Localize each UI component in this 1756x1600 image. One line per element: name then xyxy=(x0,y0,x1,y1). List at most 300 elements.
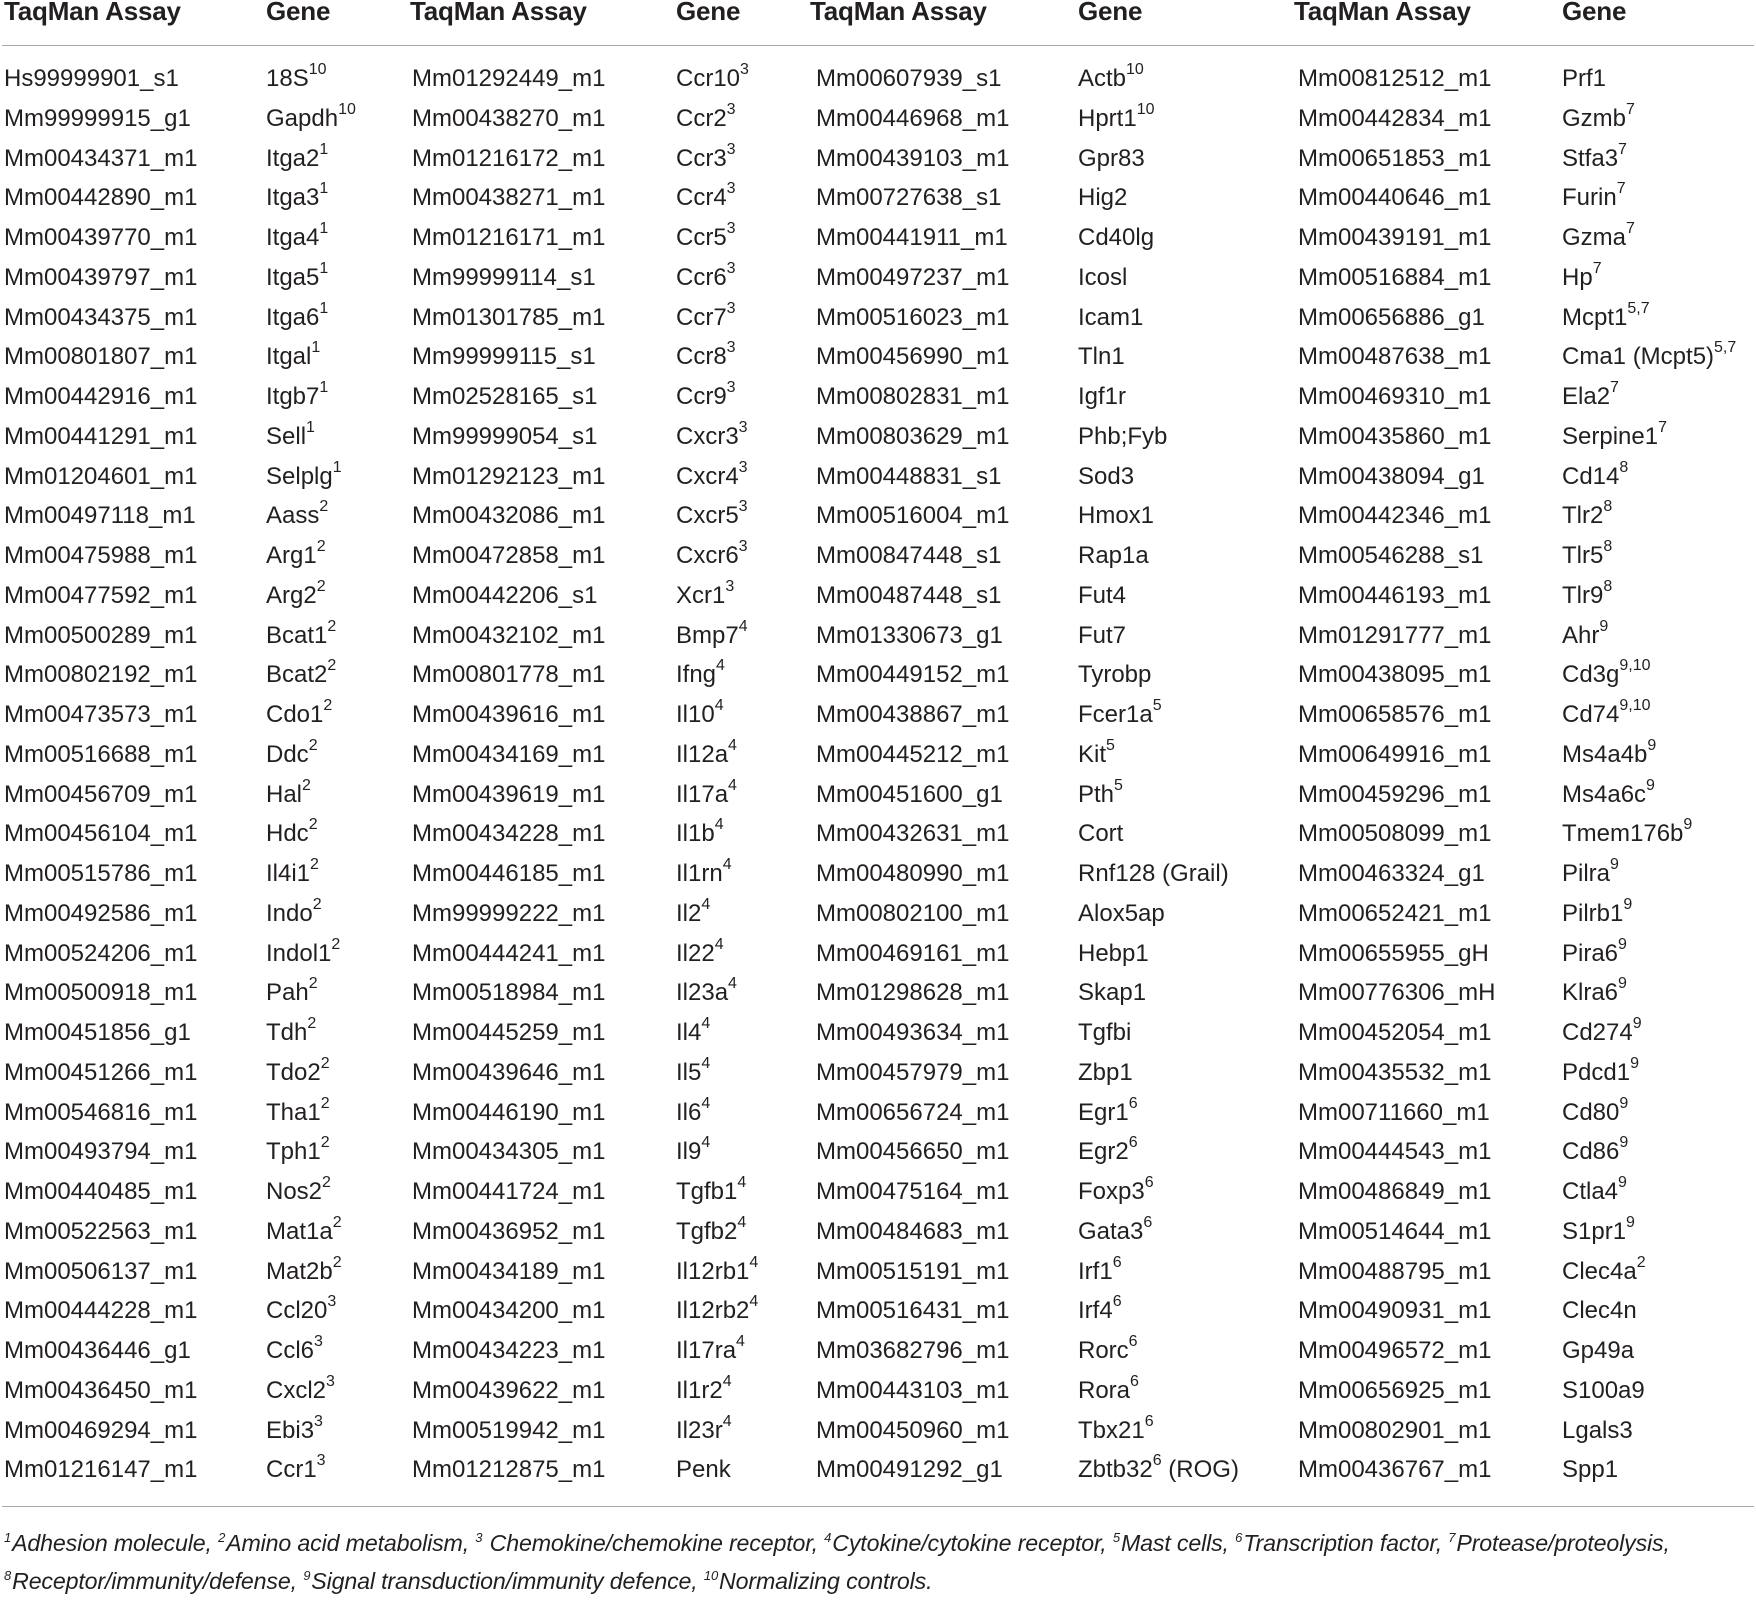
gene-name: Actb xyxy=(1078,65,1127,92)
gene-name: Ccl20 xyxy=(266,1297,328,1325)
assay-id-cell: Mm00480990_m1 xyxy=(816,860,1010,887)
gene-name: Ccr1 xyxy=(266,1456,317,1484)
gene-category-superscript: 4 xyxy=(749,1293,759,1311)
gene-name: Tbx21 xyxy=(1078,1416,1145,1444)
assay-id-cell: Mm00802901_m1 xyxy=(1298,1416,1492,1444)
gene-cell xyxy=(676,854,732,894)
gene-cell xyxy=(1562,973,1627,1013)
table-row xyxy=(0,1411,1756,1451)
gene-category-superscript: 2 xyxy=(320,1134,330,1152)
footnote-marker: 9 xyxy=(303,1568,311,1584)
gene-category-superscript: 7 xyxy=(1626,220,1635,237)
gene-category-superscript: 5,7 xyxy=(1714,339,1737,357)
gene-category-superscript: 8 xyxy=(1619,458,1629,476)
gene-cell xyxy=(266,894,322,934)
gene-category-superscript: 6 xyxy=(1112,1253,1122,1271)
assay-id-cell: Mm99999054_s1 xyxy=(412,422,598,450)
assay-id-cell: Mm00475988_m1 xyxy=(4,542,198,569)
gene-category-superscript: 3 xyxy=(726,100,736,118)
gene-alias: (ROG) xyxy=(1161,1456,1239,1484)
gene-category-superscript: 4 xyxy=(701,1015,711,1032)
gene-name: Indo xyxy=(266,899,313,927)
gene-category-superscript: 9 xyxy=(1599,617,1609,635)
gene-category-superscript: 8 xyxy=(1603,538,1613,555)
assay-id-cell: Mm00444241_m1 xyxy=(412,939,606,967)
gene-category-superscript: 4 xyxy=(714,816,724,834)
gene-name: Cdo1 xyxy=(266,701,324,728)
gene-cell xyxy=(266,1411,323,1451)
gene-name: Il1rn xyxy=(676,860,723,887)
assay-id-cell: Mm00519942_m1 xyxy=(412,1416,606,1444)
gene-name: Hdc xyxy=(266,820,309,848)
gene-name: Tlr5 xyxy=(1562,542,1604,569)
table-row xyxy=(0,1053,1756,1093)
assay-id-cell: Mm00801778_m1 xyxy=(412,661,606,689)
gene-category-superscript: 3 xyxy=(316,1452,326,1470)
gene-category-superscript: 9 xyxy=(1632,1015,1642,1032)
header-gene-2: Gene xyxy=(676,0,741,26)
assay-id-cell: Mm00441724_m1 xyxy=(412,1178,606,1205)
gene-name: Ccr4 xyxy=(676,184,727,212)
gene-cell xyxy=(676,139,736,179)
footnote-marker: 10 xyxy=(703,1568,719,1584)
assay-id-cell: Mm00487448_s1 xyxy=(816,581,1002,609)
gene-name: Tlr2 xyxy=(1562,502,1604,530)
gene-cell xyxy=(1562,1291,1637,1331)
gene-category-superscript: 4 xyxy=(701,1094,711,1112)
assay-id-cell: Mm00496572_m1 xyxy=(1298,1337,1492,1364)
gene-name: Zbtb32 xyxy=(1078,1456,1153,1484)
assay-id-cell: Mm00651853_m1 xyxy=(1298,144,1492,172)
gene-name: Ebi3 xyxy=(266,1416,315,1444)
assay-id-cell: Mm00516431_m1 xyxy=(816,1297,1010,1325)
footnote-text: Cytokine/cytokine receptor, xyxy=(832,1530,1113,1556)
gene-cell xyxy=(1562,99,1635,139)
assay-id-cell: Mm01292123_m1 xyxy=(412,462,606,490)
gene-category-superscript: 3 xyxy=(726,140,736,158)
gene-cell xyxy=(1078,258,1127,298)
gene-category-superscript: 9 xyxy=(1626,1213,1635,1231)
gene-name: S100a9 xyxy=(1562,1376,1645,1404)
gene-name: Il9 xyxy=(676,1138,702,1166)
assay-id-cell: Mm00656886_g1 xyxy=(1298,303,1485,331)
assay-id-cell: Mm00469310_m1 xyxy=(1298,383,1492,410)
assay-id-cell: Mm00516688_m1 xyxy=(4,740,198,768)
assay-id-cell: Mm01216147_m1 xyxy=(4,1456,198,1484)
table-row xyxy=(0,576,1756,616)
gene-cell xyxy=(676,1252,758,1292)
gene-cell xyxy=(266,1132,330,1172)
footnote-line-1 xyxy=(4,1524,1756,1562)
assay-id-cell: Mm00487638_m1 xyxy=(1298,343,1492,371)
assay-id-cell: Mm00439103_m1 xyxy=(816,144,1010,172)
assay-id-cell: Mm00506137_m1 xyxy=(4,1257,198,1285)
gene-cell xyxy=(266,377,328,417)
gene-name: Ctla4 xyxy=(1562,1178,1619,1205)
gene-category-superscript: 1 xyxy=(319,299,329,317)
gene-cell xyxy=(1078,655,1151,695)
gene-cell xyxy=(1562,1450,1618,1490)
gene-cell xyxy=(1078,1132,1138,1172)
assay-id-cell: Mm00438094_g1 xyxy=(1298,462,1485,490)
assay-id-cell: Mm00444228_m1 xyxy=(4,1297,198,1325)
gene-cell xyxy=(676,655,725,695)
assay-id-cell: Mm00446185_m1 xyxy=(412,860,606,887)
gene-name: Gzmb xyxy=(1562,104,1627,132)
gene-name: Rora xyxy=(1078,1376,1131,1404)
assay-id-cell: Mm00451600_g1 xyxy=(816,780,1003,808)
gene-category-superscript: 7 xyxy=(1658,418,1667,436)
table-row xyxy=(0,695,1756,735)
footer-divider xyxy=(2,1506,1754,1507)
gene-name: Tln1 xyxy=(1078,343,1125,371)
footnote-marker: 4 xyxy=(824,1530,832,1546)
assay-id-cell: Mm00449152_m1 xyxy=(816,661,1010,689)
assay-id-cell: Mm00439191_m1 xyxy=(1298,224,1492,251)
gene-cell xyxy=(1562,457,1628,497)
gene-name: Il5 xyxy=(676,1058,702,1086)
gene-cell xyxy=(1078,894,1165,934)
gene-name: Hmox1 xyxy=(1078,502,1155,530)
gene-name: Gp49a xyxy=(1562,1337,1635,1364)
table-row xyxy=(0,139,1756,179)
gene-name: Penk xyxy=(676,1456,731,1484)
footnote-text: Receptor/immunity/defense, xyxy=(12,1568,304,1594)
gene-category-superscript: 2 xyxy=(320,1094,330,1112)
gene-name: Il4i1 xyxy=(266,860,311,887)
assay-id-cell: Mm00438867_m1 xyxy=(816,701,1010,728)
gene-name: Itga6 xyxy=(266,303,320,331)
assay-id-cell: Mm00443103_m1 xyxy=(816,1376,1010,1404)
gene-cell xyxy=(1078,1252,1122,1292)
gene-cell xyxy=(266,457,342,497)
gene-name: Pilra xyxy=(1562,860,1611,887)
table-row xyxy=(0,1132,1756,1172)
assay-id-cell: Mm00516023_m1 xyxy=(816,303,1010,331)
gene-name: Kit xyxy=(1078,740,1107,768)
gene-name: Tyrobp xyxy=(1078,661,1152,689)
gene-category-superscript: 3 xyxy=(726,180,736,198)
gene-name: Ccl6 xyxy=(266,1337,315,1364)
gene-name: Cd3g xyxy=(1562,661,1620,689)
gene-category-superscript: 2 xyxy=(308,975,318,993)
gene-category-superscript: 6 xyxy=(1128,1333,1138,1350)
gene-cell xyxy=(266,496,328,536)
gene-name: S1pr1 xyxy=(1562,1217,1627,1245)
gene-cell xyxy=(1078,99,1154,139)
gene-cell xyxy=(1078,1371,1139,1411)
gene-name: Tph1 xyxy=(266,1138,321,1166)
gene-cell xyxy=(676,1053,710,1093)
gene-cell xyxy=(1562,616,1608,656)
gene-name: Tlr9 xyxy=(1562,581,1604,609)
assay-id-cell: Mm00802831_m1 xyxy=(816,383,1010,410)
gene-name: Prf1 xyxy=(1562,65,1607,92)
gene-cell xyxy=(266,934,340,974)
gene-name: Aass xyxy=(266,502,320,530)
gene-name: Ccr8 xyxy=(676,343,727,371)
gene-name: Ifng xyxy=(676,661,717,689)
gene-cell xyxy=(676,814,724,854)
gene-category-superscript: 8 xyxy=(1603,577,1613,595)
assay-id-cell: Mm00445259_m1 xyxy=(412,1019,606,1046)
assay-id-cell: Mm00446190_m1 xyxy=(412,1098,606,1126)
gene-cell xyxy=(1078,457,1134,497)
gene-cell xyxy=(1562,775,1655,815)
assay-id-cell: Mm00655955_gH xyxy=(1298,939,1489,967)
gene-name: Itga4 xyxy=(266,224,320,251)
gene-name: Itga5 xyxy=(266,263,320,291)
gene-name: Ahr xyxy=(1562,621,1600,649)
assay-id-cell: Mm00515191_m1 xyxy=(816,1257,1010,1285)
assay-id-cell: Mm00497118_m1 xyxy=(4,502,196,530)
gene-name: Ccr5 xyxy=(676,224,727,251)
gene-name: Fut7 xyxy=(1078,621,1127,649)
gene-name: Rap1a xyxy=(1078,542,1149,569)
gene-category-superscript: 1 xyxy=(319,180,329,198)
gene-category-superscript: 7 xyxy=(1616,180,1626,198)
table-row xyxy=(0,1371,1756,1411)
gene-category-superscript: 9 xyxy=(1618,935,1627,953)
assay-id-cell: Mm00435532_m1 xyxy=(1298,1058,1492,1086)
assay-id-cell: Mm00434169_m1 xyxy=(412,740,606,768)
gene-name: Bcat2 xyxy=(266,661,328,689)
gene-category-superscript: 4 xyxy=(749,1253,759,1271)
gene-category-superscript: 4 xyxy=(728,975,737,993)
gene-cell xyxy=(266,337,320,377)
gene-name: Sell xyxy=(266,422,307,450)
gene-name: Irf1 xyxy=(1078,1257,1113,1285)
gene-cell xyxy=(1078,1291,1122,1331)
gene-category-superscript: 1 xyxy=(319,220,329,237)
table-row xyxy=(0,377,1756,417)
assay-id-cell: Mm00436446_g1 xyxy=(4,1337,191,1364)
gene-category-superscript: 9 xyxy=(1619,1134,1629,1152)
gene-name: Cd14 xyxy=(1562,462,1620,490)
gene-name: Tdh xyxy=(266,1019,308,1046)
gene-name: Sod3 xyxy=(1078,462,1135,490)
gene-category-superscript: 10 xyxy=(1126,61,1144,78)
table-row xyxy=(0,1291,1756,1331)
footnote-marker: 1 xyxy=(4,1530,12,1546)
gene-name: Egr2 xyxy=(1078,1138,1129,1166)
gene-category-superscript: 2 xyxy=(307,1015,317,1032)
gene-name: Ccr9 xyxy=(676,383,727,410)
gene-category-superscript: 9 xyxy=(1647,736,1657,754)
gene-cell xyxy=(676,536,748,576)
gene-cell xyxy=(676,616,748,656)
assay-id-cell: Mm00434305_m1 xyxy=(412,1138,606,1166)
gene-cell xyxy=(676,1331,745,1371)
gene-category-superscript: 4 xyxy=(701,1054,711,1072)
gene-category-superscript: 3 xyxy=(738,538,748,555)
gene-cell xyxy=(1078,496,1154,536)
gene-cell xyxy=(1078,218,1154,258)
gene-name: Cd274 xyxy=(1562,1019,1633,1046)
assay-id-cell: Mm00847448_s1 xyxy=(816,542,1002,569)
assay-id-cell: Mm01204601_m1 xyxy=(4,462,198,490)
gene-category-superscript: 9 xyxy=(1683,816,1693,834)
gene-category-superscript: 5 xyxy=(1106,736,1115,754)
gene-cell xyxy=(266,1291,336,1331)
gene-cell xyxy=(676,934,724,974)
gene-cell xyxy=(1562,1053,1639,1093)
gene-name: Rorc xyxy=(1078,1337,1129,1364)
gene-cell xyxy=(266,973,318,1013)
assay-id-cell: Mm00436450_m1 xyxy=(4,1376,198,1404)
gene-category-superscript: 2 xyxy=(331,935,341,953)
gene-cell xyxy=(1078,1450,1239,1490)
gene-cell xyxy=(266,218,328,258)
assay-id-cell: Mm00524206_m1 xyxy=(4,939,198,967)
assay-id-cell: Hs99999901_s1 xyxy=(4,65,179,92)
gene-name: Bmp7 xyxy=(676,621,739,649)
assay-id-cell: Mm00491292_g1 xyxy=(816,1456,1003,1484)
gene-name: Phb;Fyb xyxy=(1078,422,1168,450)
assay-id-cell: Mm00484683_m1 xyxy=(816,1217,1010,1245)
gene-name: Indol1 xyxy=(266,939,332,967)
gene-category-superscript: 4 xyxy=(722,1412,732,1430)
gene-name: Clec4n xyxy=(1562,1297,1637,1325)
gene-name: Il6 xyxy=(676,1098,702,1126)
gene-category-superscript: 1 xyxy=(332,458,342,476)
assay-id-cell: Mm00490931_m1 xyxy=(1298,1297,1492,1325)
gene-cell xyxy=(266,178,328,218)
gene-cell xyxy=(266,576,326,616)
gene-category-superscript: 2 xyxy=(316,577,326,595)
gene-name: Il10 xyxy=(676,701,715,728)
footnote-marker: 6 xyxy=(1235,1530,1243,1546)
table-row xyxy=(0,1450,1756,1490)
gene-name: Nos2 xyxy=(266,1178,323,1205)
gene-name: Gata3 xyxy=(1078,1217,1144,1245)
assay-id-cell: Mm00440485_m1 xyxy=(4,1178,198,1205)
assay-id-cell: Mm00497237_m1 xyxy=(816,263,1010,291)
gene-name: Klra6 xyxy=(1562,979,1619,1007)
gene-cell xyxy=(676,377,736,417)
gene-cell xyxy=(1078,178,1127,218)
table-row xyxy=(0,59,1756,99)
assay-id-cell: Mm00508099_m1 xyxy=(1298,820,1492,848)
assay-id-cell: Mm00442834_m1 xyxy=(1298,104,1492,132)
gene-cell xyxy=(676,1013,710,1053)
assay-id-cell: Mm00607939_s1 xyxy=(816,65,1002,92)
assay-id-cell: Mm00438270_m1 xyxy=(412,104,606,132)
gene-name: Fut4 xyxy=(1078,581,1127,609)
gene-name: Zbp1 xyxy=(1078,1058,1133,1086)
footnote-text: Mast cells, xyxy=(1120,1530,1236,1556)
gene-cell xyxy=(266,616,336,656)
assay-id-cell: Mm00515786_m1 xyxy=(4,860,198,887)
gene-name: Itgal xyxy=(266,343,312,371)
gene-cell xyxy=(1078,536,1149,576)
gene-name: Cd80 xyxy=(1562,1098,1620,1126)
assay-id-cell: Mm99999115_s1 xyxy=(412,343,596,371)
table-row xyxy=(0,973,1756,1013)
gene-category-superscript: 2 xyxy=(302,776,311,794)
gene-cell xyxy=(676,775,737,815)
footnote-marker: 7 xyxy=(1448,1530,1456,1546)
table-row xyxy=(0,735,1756,775)
gene-cell xyxy=(1562,1172,1627,1212)
table-row xyxy=(0,655,1756,695)
assay-id-cell: Mm00493794_m1 xyxy=(4,1138,198,1166)
assay-id-cell: Mm00522563_m1 xyxy=(4,1217,198,1245)
assay-id-cell: Mm00444543_m1 xyxy=(1298,1138,1492,1166)
assay-id-cell: Mm00451856_g1 xyxy=(4,1019,191,1046)
gene-cell xyxy=(1078,377,1126,417)
gene-name: Egr1 xyxy=(1078,1098,1129,1126)
footnote-text: Normalizing controls. xyxy=(719,1568,933,1594)
gene-category-superscript: 2 xyxy=(308,736,318,754)
gene-category-superscript: 3 xyxy=(314,1412,323,1430)
gene-cell xyxy=(1562,934,1627,974)
gene-cell xyxy=(676,1450,731,1490)
gene-category-superscript: 4 xyxy=(701,1134,711,1152)
footnote-marker: 2 xyxy=(218,1530,226,1546)
gene-name: Hal xyxy=(266,780,303,808)
assay-id-cell: Mm00492586_m1 xyxy=(4,899,198,927)
assay-id-cell: Mm00776306_mH xyxy=(1298,979,1496,1007)
assay-id-cell: Mm00436767_m1 xyxy=(1298,1456,1492,1484)
table-row xyxy=(0,854,1756,894)
table-row xyxy=(0,496,1756,536)
gene-cell xyxy=(1562,1331,1634,1371)
gene-cell xyxy=(1078,616,1126,656)
gene-category-superscript: 7 xyxy=(1618,140,1627,158)
gene-category-superscript: 5,7 xyxy=(1627,299,1650,317)
assay-id-cell: Mm00469294_m1 xyxy=(4,1416,198,1444)
footnote-line-2 xyxy=(4,1562,1756,1600)
assay-id-cell: Mm00442890_m1 xyxy=(4,184,198,212)
gene-category-superscript: 4 xyxy=(714,935,724,953)
gene-cell xyxy=(1562,814,1692,854)
footnote-text: Signal transduction/immunity defence, xyxy=(311,1568,704,1594)
table-row xyxy=(0,1252,1756,1292)
gene-category-superscript: 9 xyxy=(1618,975,1627,993)
gene-cell xyxy=(676,1132,710,1172)
gene-cell xyxy=(676,1291,758,1331)
gene-category-superscript: 2 xyxy=(308,816,318,834)
gene-category-superscript: 7 xyxy=(1626,100,1635,118)
gene-cell xyxy=(1562,1212,1635,1252)
gene-category-superscript: 4 xyxy=(722,1372,732,1390)
gene-name: Itga3 xyxy=(266,184,320,212)
gene-cell xyxy=(266,298,328,338)
gene-cell xyxy=(1562,655,1651,695)
assay-id-cell: Mm00432631_m1 xyxy=(816,820,1010,848)
table-row xyxy=(0,1013,1756,1053)
assay-id-cell: Mm00439616_m1 xyxy=(412,701,606,728)
gene-name: Ela2 xyxy=(1562,383,1611,410)
table-row xyxy=(0,178,1756,218)
assay-id-cell: Mm01216171_m1 xyxy=(412,224,606,251)
gene-category-superscript: 9 xyxy=(1610,856,1619,873)
gene-name: Pilrb1 xyxy=(1562,899,1624,927)
table-row xyxy=(0,298,1756,338)
table-row xyxy=(0,1093,1756,1133)
assay-id-cell: Mm00450960_m1 xyxy=(816,1416,1010,1444)
gene-name: Spp1 xyxy=(1562,1456,1619,1484)
gene-category-superscript: 9 xyxy=(1623,895,1633,913)
gene-cell xyxy=(1078,973,1146,1013)
assay-id-cell: Mm00446193_m1 xyxy=(1298,581,1492,609)
assay-id-cell: Mm00436952_m1 xyxy=(412,1217,606,1245)
gene-cell xyxy=(1078,735,1115,775)
assay-id-cell: Mm00803629_m1 xyxy=(816,422,1010,450)
gene-cell xyxy=(1562,377,1619,417)
gene-name: Il1r2 xyxy=(676,1376,723,1404)
